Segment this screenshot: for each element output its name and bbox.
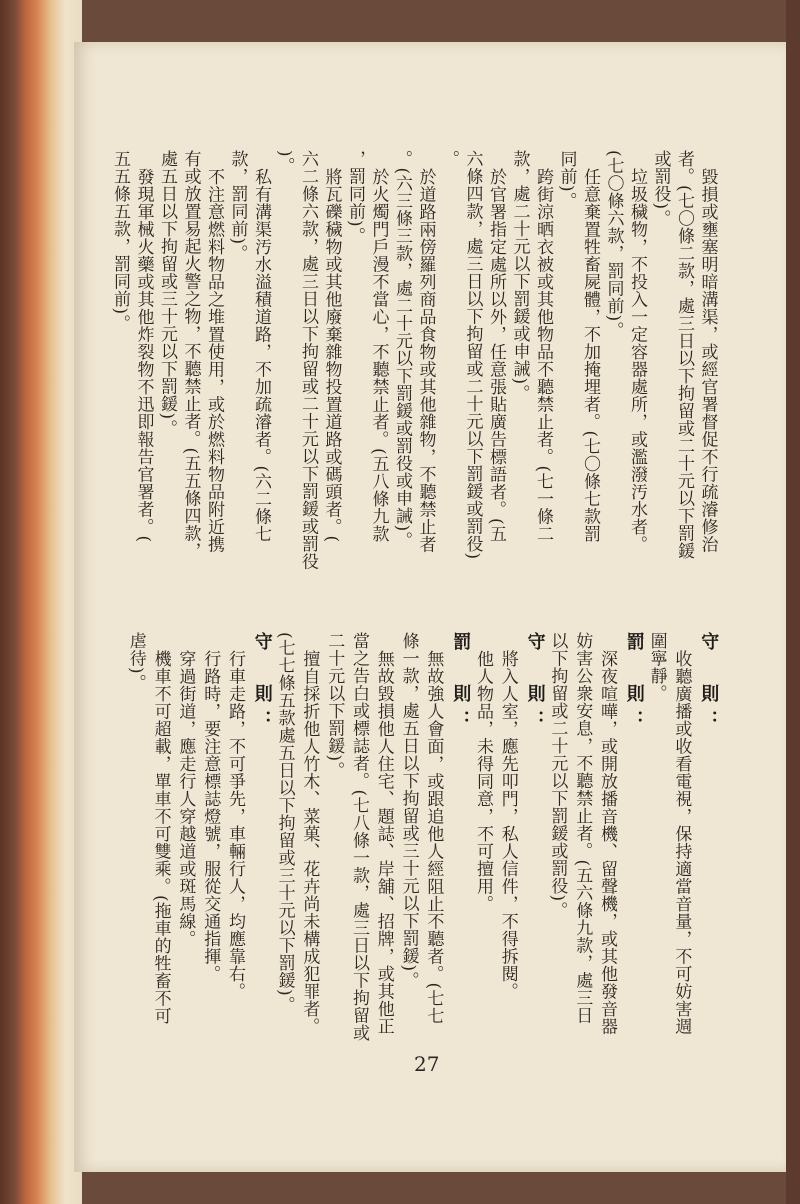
- bottom-column-19: 虐待)。: [125, 632, 146, 692]
- top-column-2: 者。(七〇條二款，處三日以下拘留或二十元以下罰鍰: [674, 150, 694, 560]
- top-column-9: 款，處二十元以下罰鍰或申誡)。: [509, 150, 530, 403]
- top-column-5: (七〇條六款，罰同前)。: [603, 150, 624, 340]
- heading-h3: 守 則：: [524, 632, 546, 736]
- bottom-column-12: 二十元以下罰鍰)。: [324, 632, 345, 780]
- heading-h5: 守 則：: [251, 632, 273, 736]
- bottom-column-16: 行路時，要注意標誌燈號，服從交通指揮。: [200, 650, 221, 983]
- top-column-20: 私有溝渠汚水溢積道路，不加疏濬者。(六二條七: [251, 168, 271, 543]
- bottom-column-5: 以下拘留或二十元以下罰鍰或罰役)。: [547, 632, 568, 920]
- top-column-18: 六二條六款，處三日以下拘留或二十元以下罰鍰或罰役: [298, 150, 318, 570]
- top-column-16: ，罰同前)。: [345, 150, 365, 245]
- top-column-3: 或罰役)。: [650, 150, 671, 228]
- heading-h2: 罰 則：: [623, 632, 645, 736]
- bottom-column-17: 穿過街道，應走行人穿越道或斑馬線。: [175, 650, 196, 948]
- top-column-22: 不注意燃料物品之堆置使用，或於燃料物品附近携: [204, 168, 224, 553]
- bottom-column-9: 條一款，處五日以下拘留或三十元以下罰鍰)。: [398, 632, 419, 990]
- bottom-column-15: 行車走路，不可爭先，車輛行人，均應靠右。: [225, 650, 245, 1000]
- bottom-column-6: 將入人室，應先叩門，私人信件，不得拆閱。: [497, 650, 518, 1000]
- top-column-6: 任意棄置牲畜屍體，不加掩埋者。(七〇條七款罰: [580, 168, 600, 543]
- top-column-19: )。: [274, 150, 295, 175]
- bottom-column-8: 無故強人會面，或跟追他人經阻止不聽者。(七七: [423, 650, 444, 1025]
- top-column-26: 五五條五款，罰同前)。: [110, 150, 130, 333]
- top-column-15: 於火燭門戶漫不當心，不聽禁止者。(五八條九款: [368, 168, 389, 543]
- top-column-24: 處五日以下拘留或三十元以下罰鍰)。: [157, 150, 177, 438]
- bottom-column-13: 擅自採折他人竹木、菜菓、花卉尚未構成犯罪者。: [299, 650, 320, 1035]
- top-column-25: 發現軍械火藥或其他炸裂物不迅即報告官署者。(: [133, 168, 154, 543]
- bottom-column-10: 無故毀損他人住宅、題誌、岸舖、招牌，或其他正: [373, 650, 394, 1035]
- top-column-7: 同前)。: [556, 150, 577, 210]
- book-page-edges: [0, 0, 82, 1204]
- top-column-17: 將瓦礫穢物或其他廢棄雜物投置道路或碼頭者。(: [321, 168, 342, 543]
- top-column-8: 跨街涼晒衣被或其他物品不聽禁止者。(七一條二: [533, 168, 553, 543]
- top-column-11: 六條四款，處三日以下拘留或二十元以下罰鍰或罰役): [462, 150, 483, 560]
- bottom-column-2: 圍寧靜。: [646, 632, 667, 702]
- bottom-column-11: 當之告白或標誌者。(七八條一款，處三日以下拘留或: [349, 632, 369, 1042]
- bottom-column-7: 他人物品，未得同意，不可擅用。: [473, 650, 493, 913]
- page-number: 27: [414, 1052, 440, 1076]
- top-column-14: 。(六三條三款，處二十元以下罰鍰或罰役或申誡)。: [392, 150, 412, 550]
- top-column-21: 款，罰同前)。: [227, 150, 248, 263]
- book-cover-edge: [786, 0, 800, 1204]
- heading-h4: 罰 則：: [450, 632, 472, 736]
- bottom-column-4: 妨害公衆安息，不聽禁止者。(五六條九款，處三日: [572, 632, 593, 1025]
- bottom-column-14: (七七條五款處五日以下拘留或三十元以下罰鍰)。: [274, 632, 295, 1014]
- bottom-column-3: 深夜喧嘩，或開放播音機、留聲機，或其他發音器: [597, 650, 617, 1035]
- top-column-10: 於官署指定處所以外，任意張貼廣告標語者。(五: [486, 168, 506, 543]
- top-column-23: 有或放置易起火警之物，不聽禁止者。(五五條四款，: [180, 150, 201, 560]
- heading-h1: 守 則：: [698, 632, 720, 736]
- bottom-column-18: 機車不可超載，單車不可雙乘。(拖車的牲畜不可: [150, 650, 171, 1025]
- top-column-4: 垃圾穢物，不投入一定容器處所，或濫潑汚水者。: [627, 168, 647, 553]
- top-column-13: 於道路兩傍羅列商品食物或其他雜物，不聽禁止者: [415, 168, 436, 553]
- top-column-12: 。: [439, 150, 459, 168]
- top-column-1: 毀損或壅塞明暗溝渠，或經官署督促不行疏濬修治: [697, 168, 718, 553]
- bottom-column-1: 收聽廣播或收看電視，保持適當音量，不可妨害週: [671, 650, 692, 1035]
